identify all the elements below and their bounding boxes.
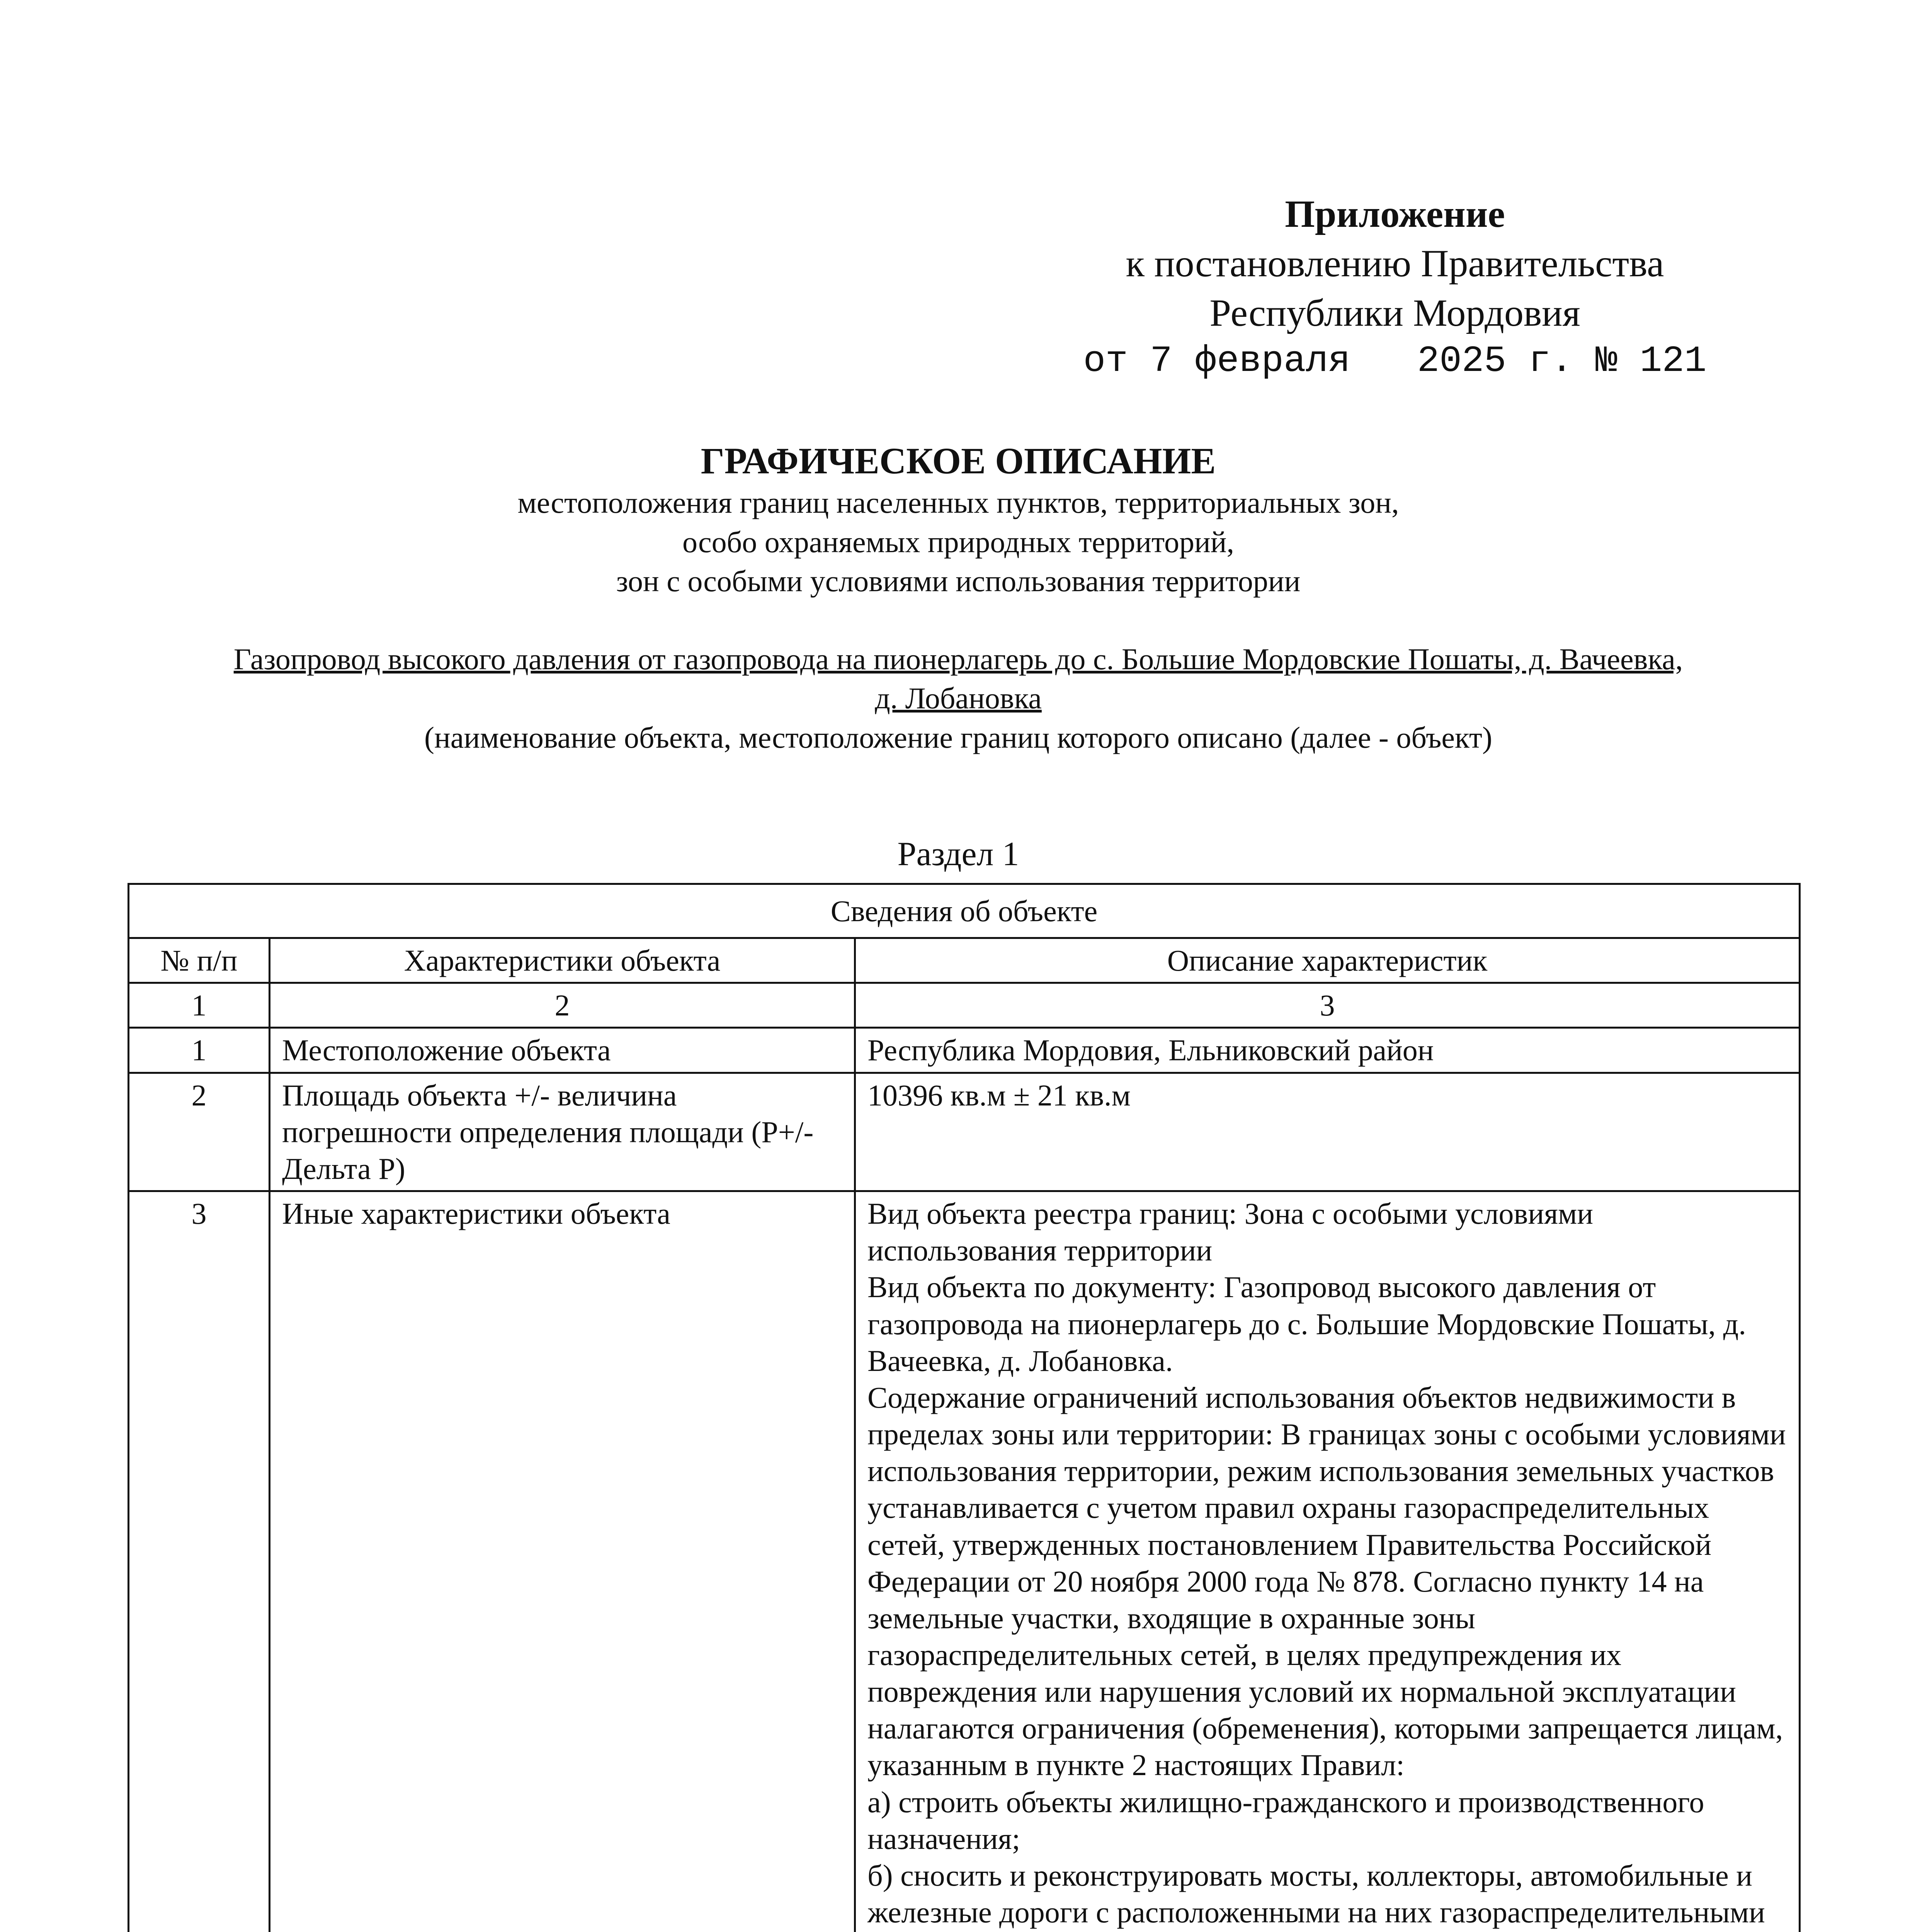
- appendix-header: [1066, 189, 1723, 385]
- paragraph-item-b: б) сносить и реконструировать мосты, коллекторы, автомобильные и железные дороги с расположенными на них газораспределительными: [867, 1858, 1765, 1929]
- object-name-line-2: д. Лобановка: [875, 681, 1042, 715]
- row-description: Республика Мордовия, Ельниковский район: [855, 1028, 1800, 1073]
- table-row: [129, 1191, 1800, 1932]
- decree-number: 121: [1639, 340, 1707, 382]
- paragraph-restrictions: Содержание ограничений использования объектов недвижимости в пределах зоны или территории: В границах зоны с особыми условиями использования территории, режим использования земельных участков устанавливается с учетом правил охраны газораспределительных сетей, утвержденных постановлением Правительства Российской Федерации от 20 ноября 2000 года № 878. Согласно пункту 14 на земельные участки, входящие в охранные зоны газораспределительных сетей, в целях предупреждения их повреждения или нарушения условий их нормальной эксплуатации налагаются ограничения (обременения), которыми запрещается лицам, указанным в пункте 2 настоящих Правил:: [867, 1380, 1786, 1782]
- row-number: 2: [129, 1073, 270, 1191]
- row-description: 10396 кв.м ± 21 кв.м: [855, 1073, 1800, 1191]
- appendix-title: Приложение: [1285, 192, 1505, 235]
- paragraph-registry-type: Вид объекта реестра границ: Зона с особыми условиями использования территории: [867, 1197, 1594, 1267]
- appendix-line-2: Республики Мордовия: [1209, 291, 1580, 334]
- paragraph-document-type: Вид объекта по документу: Газопровод высокого давления от газопровода на пионерлагерь до с. Большие Мордовские Пошаты, д. Вачеевка, д. Лобановка.: [867, 1270, 1746, 1378]
- table-caption: Сведения об объекте: [129, 884, 1800, 938]
- date-year: 2025 г. №: [1417, 340, 1618, 382]
- document-title: ГРАФИЧЕСКОЕ ОПИСАНИЕ: [701, 440, 1216, 481]
- header-description: Описание характеристик: [855, 938, 1800, 983]
- row-characteristic: Площадь объекта +/- величина погрешности определения площади (Р+/- Дельта Р): [270, 1073, 855, 1191]
- date-day: 7 февраля: [1150, 340, 1350, 382]
- table-header-row: [129, 938, 1800, 983]
- table-caption-row: [129, 884, 1800, 938]
- date-prefix: от: [1083, 340, 1128, 382]
- appendix-line-1: к постановлению Правительства: [1126, 242, 1664, 285]
- title-subtitle-2: особо охраняемых природных территорий,: [682, 525, 1234, 559]
- object-name-line-1: Газопровод высокого давления от газопровода на пионерлагерь до с. Большие Мордовские Пошаты, д. Вачеевка,: [233, 642, 1683, 676]
- table-index-row: [129, 983, 1800, 1028]
- row-description: [855, 1191, 1800, 1932]
- object-name-caption: (наименование объекта, местоположение границ которого описано (далее - объект): [424, 720, 1492, 754]
- header-characteristic: Характеристики объекта: [270, 938, 855, 983]
- header-number: № п/п: [129, 938, 270, 983]
- index-cell-3: 3: [855, 983, 1800, 1028]
- title-subtitle-3: зон с особыми условиями использования территории: [616, 564, 1301, 598]
- title-subtitle-1: местоположения границ населенных пунктов, территориальных зон,: [517, 486, 1399, 520]
- index-cell-2: 2: [270, 983, 855, 1028]
- row-number: 1: [129, 1028, 270, 1073]
- row-number: 3: [129, 1191, 270, 1932]
- index-cell-1: 1: [129, 983, 270, 1028]
- appendix-date: [1066, 338, 1723, 385]
- row-characteristic: Местоположение объекта: [270, 1028, 855, 1073]
- paragraph-item-a: а) строить объекты жилищно-гражданского и производственного назначения;: [867, 1785, 1704, 1855]
- row-characteristic: Иные характеристики объекта: [270, 1191, 855, 1932]
- table-row: [129, 1073, 1800, 1191]
- table-row: [129, 1028, 1800, 1073]
- section-title: Раздел 1: [897, 835, 1019, 873]
- document-title-block: [116, 439, 1801, 600]
- object-name-block: [116, 639, 1801, 757]
- object-info-table: [128, 883, 1801, 1932]
